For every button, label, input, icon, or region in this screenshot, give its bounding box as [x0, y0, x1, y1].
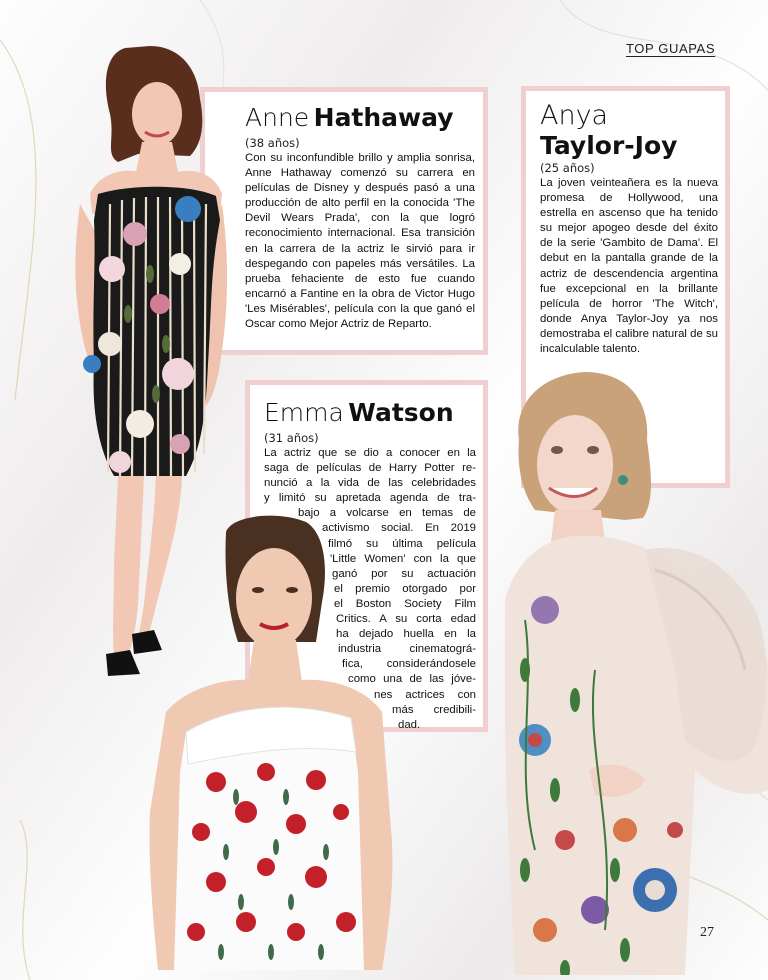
page-number: 27 [700, 925, 714, 940]
emma-line: ha dejado huella en la [336, 628, 476, 641]
emma-line: Critics. A su corta edad [336, 613, 476, 626]
anya-last-name: Taylor-Joy [540, 131, 678, 160]
emma-line: como una de las jóve- [348, 673, 476, 686]
anne-name [245, 104, 475, 136]
emma-line: el Boston Society Film [334, 597, 476, 610]
photo-anya-taylor-joy [505, 370, 768, 975]
emma-line: y limitó su apretada agenda de tra- [264, 492, 476, 505]
emma-first-name: Emma [264, 398, 344, 427]
emma-line: La actriz que se dio a conocer en la [264, 447, 476, 459]
anne-article-box [200, 87, 488, 355]
emma-line: ganó por su actuación [332, 567, 476, 580]
emma-line: nes actrices con [374, 688, 476, 701]
emma-line: nunció a la vida de las celebridades [264, 477, 476, 490]
emma-name [264, 399, 476, 431]
emma-line: 'Little Women' con la que [330, 552, 476, 565]
emma-line: bajo a volcarse en temas de [298, 507, 476, 520]
emma-line: dad. [398, 718, 421, 731]
anya-body-text: La joven veinteañera es la nueva promesa de Hollywood, una estrella en ascenso que ha tenido su mejor apogeo desde del éxito de la serie 'Gambito de Dama'. El debut en la pantalla grande de la actriz de descendencia argentina fue excepcional en la brillante película de horror 'The Witch', donde Anya Taylor-Joy ya nos demostraba el calibre natural de su incalculable talento. [540, 177, 718, 356]
emma-line: activismo social. En 2019 [322, 522, 476, 535]
anne-first-name: Anne [245, 103, 310, 132]
emma-line: más credibili- [392, 703, 476, 716]
emma-line: industria cinematográ- [338, 643, 476, 656]
emma-line: el premio otorgado por [334, 582, 476, 595]
anya-age: (25 años) [540, 161, 595, 175]
anne-last-name: Hathaway [313, 103, 454, 132]
emma-last-name: Watson [348, 398, 454, 427]
section-tag: TOP GUAPAS [626, 41, 716, 56]
emma-age: (31 años) [264, 431, 319, 445]
photo-emma-watson [146, 512, 396, 970]
anya-first-name: Anya [540, 100, 609, 131]
emma-line: fica, considerándosele [342, 658, 476, 671]
anne-age: (38 años) [245, 136, 300, 150]
emma-line: saga de películas de Harry Potter re- [264, 462, 476, 475]
emma-line: filmó su última película [328, 537, 476, 550]
anne-body-text: Con su inconfundible brillo y amplia sonrisa, Anne Hathaway comenzó su carrera en películas de Disney y después pasó a una producción de alto perfil en la conocida 'The Devil Wears Prada', con la que logró reconocimiento internacional. Esa transición en la carrera de la actriz le sirvió para ir despegando con papeles más versátiles. La prueba fehaciente de esto fue cuando encarnó a Fantine en la obra de Victor Hugo 'Les Misérables', película con la que ganó el Oscar como Mejor Actriz de Reparto. [245, 152, 475, 331]
